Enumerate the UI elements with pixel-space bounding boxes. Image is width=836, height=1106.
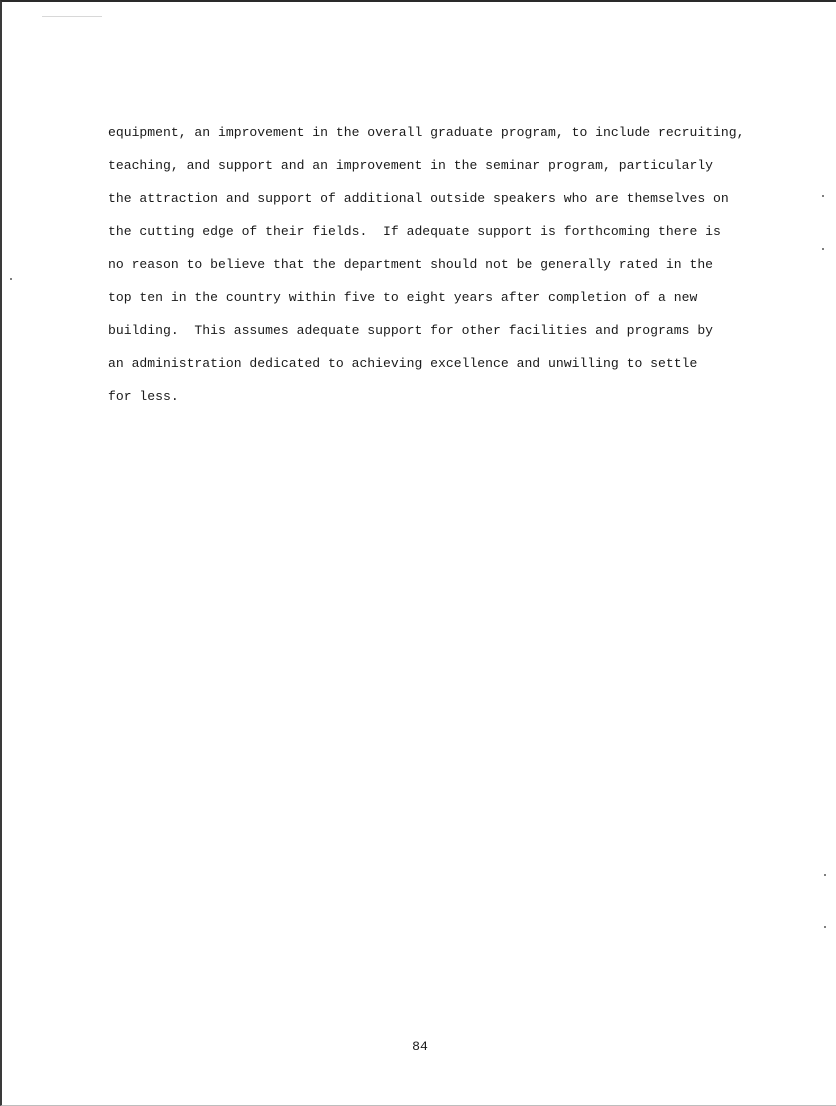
paragraph-line-4: the cutting edge of their fields. If adequate support is forthcoming there is xyxy=(108,224,721,239)
body-paragraph xyxy=(108,116,808,413)
paragraph-line-7: building. This assumes adequate support for other facilities and programs by xyxy=(108,323,714,338)
paragraph-line-3: the attraction and support of additional outside speakers who are themselves on xyxy=(108,191,729,206)
scan-speck xyxy=(824,926,826,928)
paragraph-line-1: equipment, an improvement in the overall graduate program, to include recruiting, xyxy=(108,125,745,140)
paragraph-line-6: top ten in the country within five to eight years after completion of a new xyxy=(108,290,698,305)
paragraph-line-9: for less. xyxy=(108,389,179,404)
scan-artifact-rule xyxy=(42,16,102,17)
scan-speck xyxy=(822,248,824,250)
paragraph-line-2: teaching, and support and an improvement in the seminar program, particularly xyxy=(108,158,714,173)
paragraph-line-8: an administration dedicated to achieving excellence and unwilling to settle xyxy=(108,356,698,371)
scan-speck xyxy=(10,278,12,280)
scan-speck xyxy=(822,195,824,197)
scan-speck xyxy=(824,874,826,876)
paragraph-line-5: no reason to believe that the department should not be generally rated in the xyxy=(108,257,714,272)
page-number: 84 xyxy=(412,1039,428,1054)
